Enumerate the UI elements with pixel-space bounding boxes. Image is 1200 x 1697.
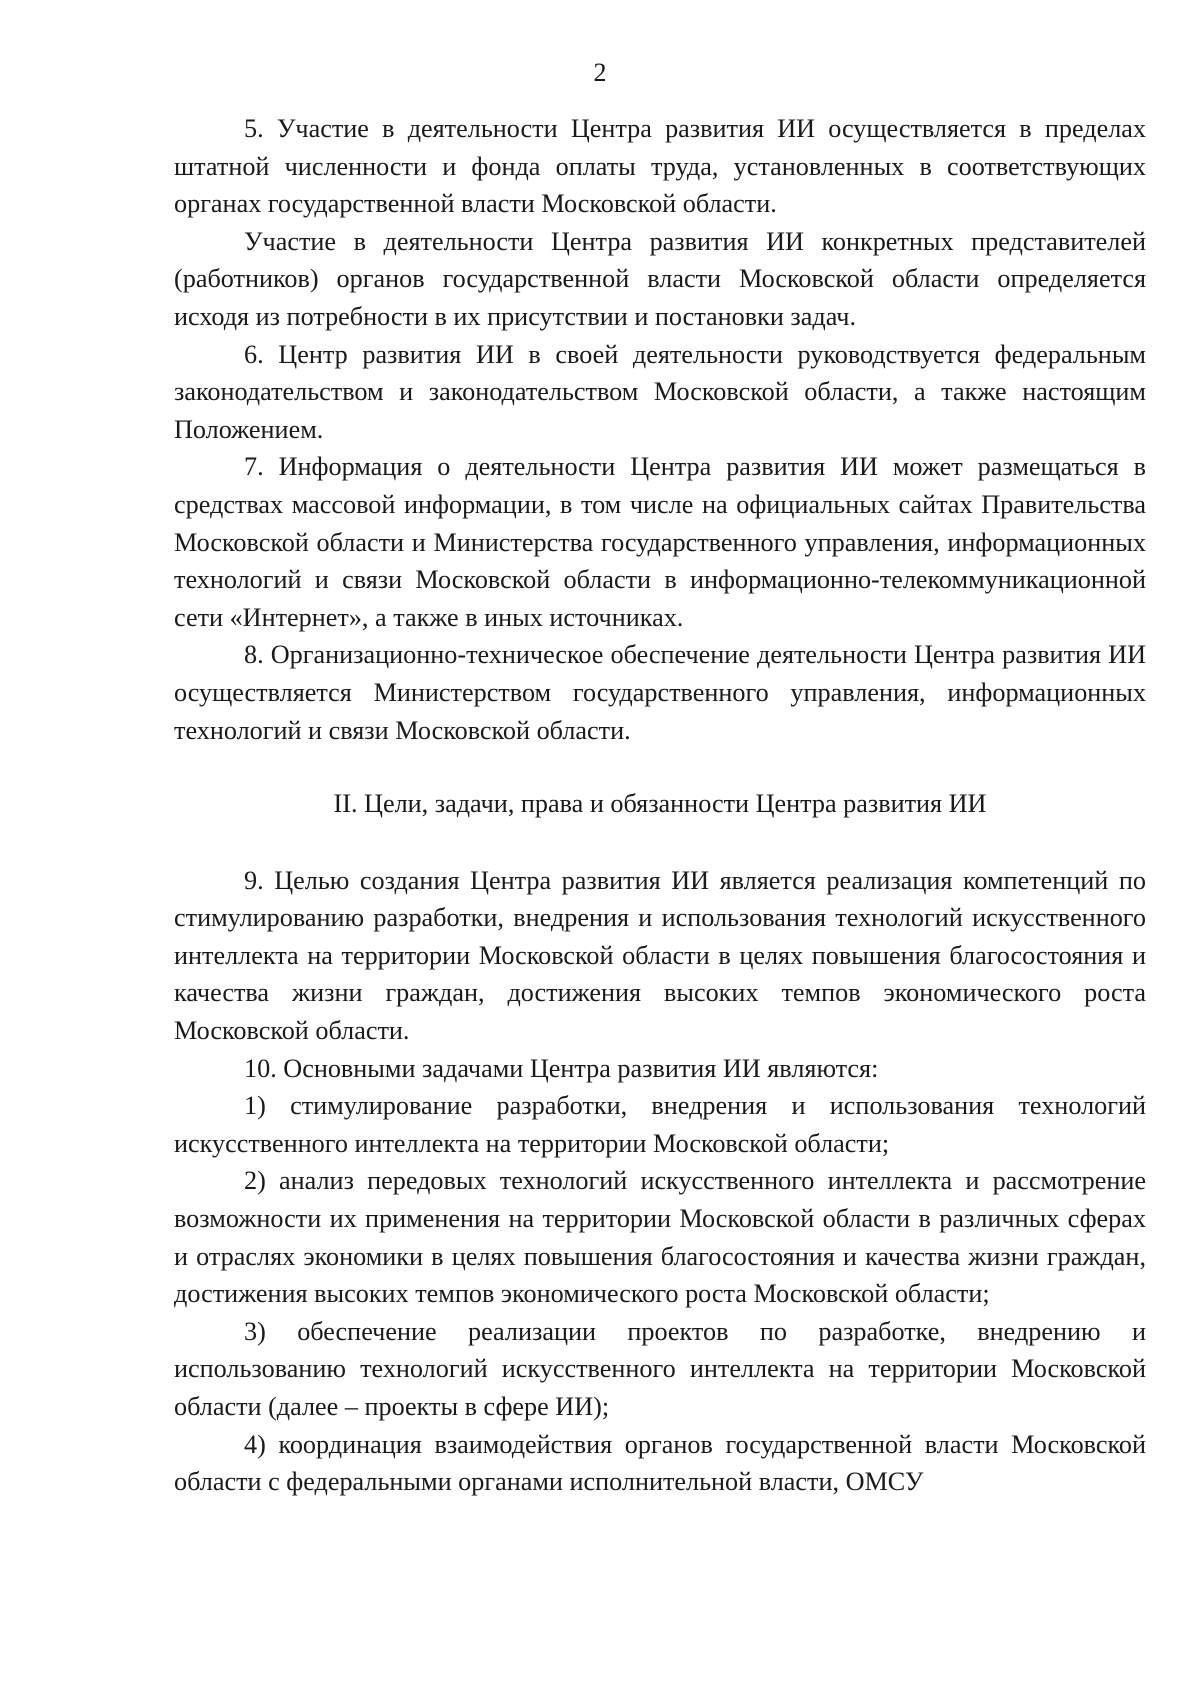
section-heading: II. Цели, задачи, права и обязанности Центра развития ИИ [333, 789, 987, 819]
document-body [174, 110, 1146, 1501]
list-item-3: 3) обеспечение реализации проектов по разработке, внедрению и использованию технологий искусственного интеллекта на территории Московской области (далее – проекты в сфере ИИ); [174, 1316, 1146, 1421]
paragraph-9: 9. Целью создания Центра развития ИИ является реализация компетенций по стимулированию разработки, внедрения и использования технологий искусственного интеллекта на территории Московской области в целях повышения благосостояния и качества жизни граждан, достижения высоких темпов экономического роста Московской области. [174, 865, 1146, 1046]
list-item-2: 2) анализ передовых технологий искусственного интеллекта и рассмотрение возможности их применения на территории Московской области в различных сферах и отраслях экономики в целях повышения благосостояния и качества жизни граждан, достижения высоких темпов экономического роста Московской области; [174, 1166, 1146, 1309]
paragraph-7: 7. Информация о деятельности Центра развития ИИ может размещаться в средствах массовой информации, в том числе на официальных сайтах Правительства Московской области и Министерства государственного управления, информационных технологий и связи Московской области в информационно-телекоммуникационной сети «Интернет», а также в иных источниках. [174, 452, 1146, 632]
page-number: 2 [593, 58, 607, 87]
paragraph-10: 10. Основными задачами Центра развития ИИ являются: [244, 1053, 879, 1083]
list-item-4: 4) координация взаимодействия органов государственной власти Московской области с федеральными органами исполнительной власти, ОМСУ [174, 1429, 1146, 1497]
list-item-1: 1) стимулирование разработки, внедрения и использования технологий искусственного интеллекта на территории Московской области; [174, 1091, 1146, 1158]
paragraph-6: 6. Центр развития ИИ в своей деятельности руководствуется федеральным законодательством и законодательством Московской области, а также настоящим Положением. [174, 339, 1146, 444]
paragraph-5-continued: Участие в деятельности Центра развития ИИ конкретных представителей (работников) органов государственной власти Московской области определяется исходя из потребности в их присутствии и постановки задач. [174, 226, 1146, 331]
paragraph-5: 5. Участие в деятельности Центра развития ИИ осуществляется в пределах штатной численности и фонда оплаты труда, установленных в соответствующих органах государственной власти Московской области. [174, 114, 1146, 219]
paragraph-8: 8. Организационно-техническое обеспечение деятельности Центра развития ИИ осуществляется Министерством государственного управления, информационных технологий и связи Московской области. [174, 640, 1146, 745]
